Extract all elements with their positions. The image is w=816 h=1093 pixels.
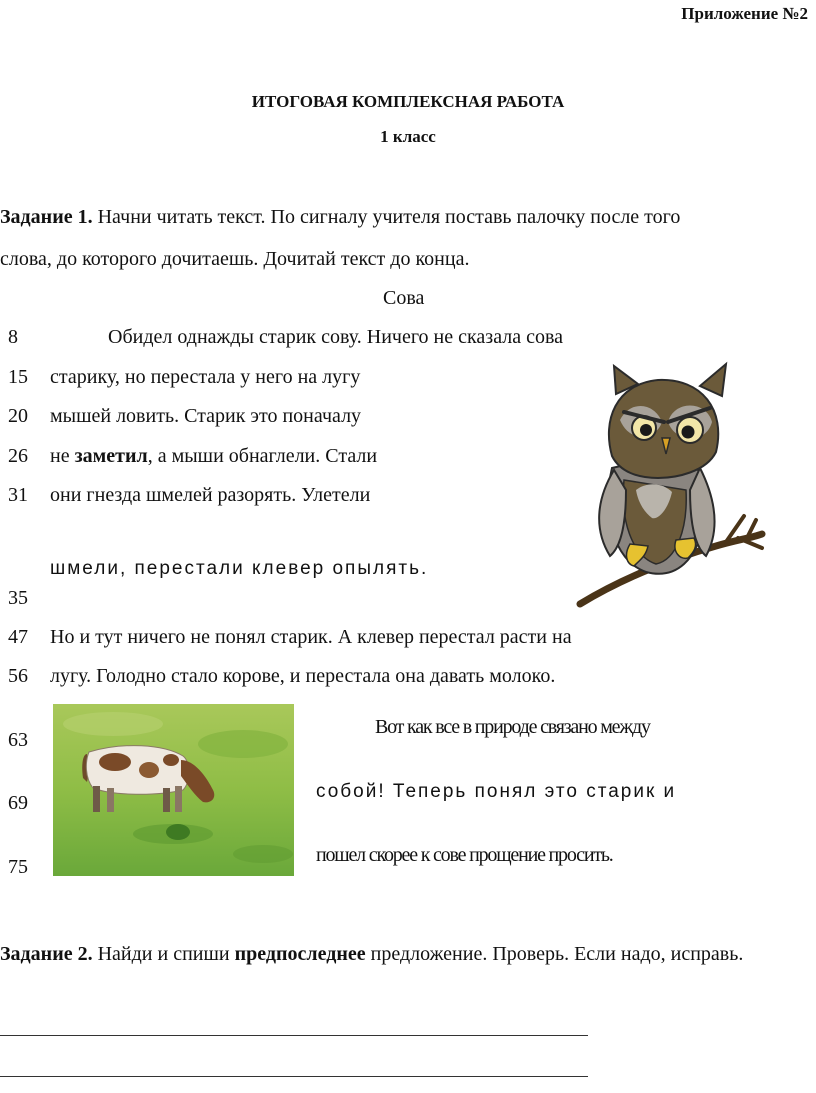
story-line: пошел скорее к сове прощение просить. [316,844,613,866]
line-number: 8 [8,326,18,348]
task2-label: Задание 2. [0,943,93,965]
task2-text: предложение. Проверь. Если надо, исправь. [365,943,744,965]
line-number: 31 [8,484,28,506]
story-line-part: не [50,445,75,467]
task2-paragraph [0,934,812,974]
appendix-label: Приложение №2 [681,4,808,23]
story-line: шмели, перестали клевер опылять. [50,558,429,579]
owl-illustration [576,360,766,610]
line-number: 63 [8,729,28,751]
task1-text: Начни читать текст. По сигналу учителя поставь палочку после того [92,206,681,228]
task1-label: Задание 1. [0,206,93,228]
line-number: 47 [8,626,28,648]
story-line-bold-word: заметил [74,445,148,467]
page-title: ИТОГОВАЯ КОМПЛЕКСНАЯ РАБОТА [251,92,565,111]
answer-line[interactable] [0,1076,588,1077]
task2-bold-word: предпоследнее [234,943,366,965]
task1-line2: слова, до которого дочитаешь. Дочитай текст до конца. [0,248,470,270]
line-number: 15 [8,366,28,388]
story-line: Обидел однажды старик сову. Ничего не сказала сова [108,326,564,348]
grade-label: 1 класс [380,127,436,146]
story-line: старику, но перестала у него на лугу [50,366,361,388]
task1-line1 [0,206,680,229]
line-number: 20 [8,405,28,427]
story-line: Вот как все в природе связано между [375,716,650,738]
story-line: лугу. Голодно стало корове, и перестала она давать молоко. [50,665,556,687]
story-line: мышей ловить. Старик это поначалу [50,405,362,427]
story-line: Но и тут ничего не понял старик. А клевер перестал расти на [50,626,572,648]
cow-photo [53,704,294,876]
story-title: Сова [383,287,425,309]
line-number: 26 [8,445,28,467]
answer-line[interactable] [0,1035,588,1036]
story-line [50,445,377,468]
line-number: 35 [8,587,28,609]
line-number: 75 [8,856,28,878]
line-number: 69 [8,792,28,814]
story-line-part: , а мыши обнаглели. Стали [147,445,378,467]
story-line: они гнезда шмелей разорять. Улетели [50,484,371,506]
task2-text: Найди и спиши [92,943,235,965]
line-number: 56 [8,665,28,687]
story-line: собой! Теперь понял это старик и [316,781,677,802]
